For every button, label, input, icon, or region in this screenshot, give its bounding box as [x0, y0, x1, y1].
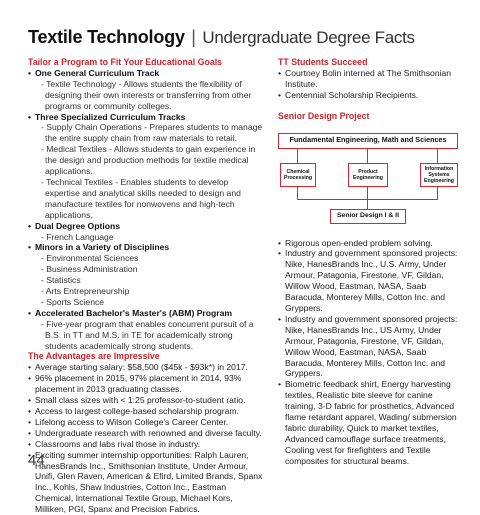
senior-item: • Biometric feedback shirt, Energy harvesting textiles, Realistic bite sleeve for canine training, 3-D fabric for prosthetics, Advanced flame retardant apparel, Wading/ submersion fabric durability, Quick to market textiles, Advanced camouflage surface treatments, Cooling vest for firefighters and Textile composites for structural beams. [278, 379, 460, 466]
minor-item: - Environmental Sciences [41, 253, 139, 264]
abm-heading: • Accelerated Bachelor's Master's (ABM) Program [28, 308, 264, 319]
minor-item: - Arts Entrepreneurship [41, 286, 130, 297]
dual-degree-heading: • Dual Degree Options [28, 221, 264, 232]
diagram-bottom-box: Senior Design I & II [330, 209, 406, 224]
connector-line [367, 187, 368, 199]
minor-item: - Business Administration [41, 264, 138, 275]
page-title [28, 27, 468, 51]
senior-item: • Industry and government sponsored projects: Nike, HanesBrands Inc., US Army, Under Armour, Patagonia, Firestone, VF, Gildan, Willow Wood, Eastman, NASA, Saab Baracuda, Monterey Mills, Cotton Inc. and Gryppers. [278, 314, 460, 379]
senior-design-heading: Senior Design Project [278, 110, 370, 121]
advantage-item: • Average starting salary: $58,500 ($45k - $93k*) in 2017. [28, 362, 264, 373]
title-separator: | [191, 27, 196, 47]
track-item: - Medical Textiles - Allows students to gain experience in the design and production methods for textile medical applications. [41, 144, 256, 177]
left-column [28, 57, 264, 515]
track-item: - Supply Chain Operations - Prepares students to manage the entire supply chain from raw materials to retail. [41, 122, 263, 144]
three-tracks-heading: • Three Specialized Curriculum Tracks [28, 112, 264, 123]
senior-design-diagram [278, 130, 458, 230]
connector-line [367, 149, 368, 163]
advantage-item: • Access to largest college-based scholarship program. [28, 406, 264, 417]
title-main: Textile Technology [28, 27, 185, 47]
diagram-box-chemical: Chemical Processing [280, 163, 316, 187]
one-curriculum-item: - Textile Technology - Allows students the flexibility of designing their own interests or transferring from other programs or community colleges. [41, 78, 252, 111]
connector-line [297, 187, 298, 199]
one-curriculum-heading: • One General Curriculum Track [28, 68, 264, 79]
advantage-item: • Exciting summer internship opportunities: Ralph Lauren, HanesBrands Inc., Smithsonian Institute, Under Armour, Unifi, Glen Raven, American & Efird, Limited Brands, Spanx Inc., Kohls, Shaw Industries, Cotton Inc., Eastman Chemical, International Textile Group, Michael Kors, Milliken, PGI, Spanx and Precision Fabrics. [28, 450, 264, 515]
right-column [278, 57, 460, 467]
connector-line [437, 149, 438, 163]
diagram-top-box: Fundamental Engineering, Math and Sciences [278, 133, 458, 149]
diagram-box-product: Product Engineering [348, 163, 388, 187]
diagram-box-information: Information Systems Engineering [420, 163, 458, 187]
advantage-item: • 96% placement in 2015, 97% placement in 2014, 93% placement in 2013 graduating classes. [28, 373, 264, 395]
advantage-item: • Undergraduate research with renowned and diverse faculty. [28, 428, 264, 439]
advantage-item: • Classrooms and labs rival those in industry. [28, 439, 264, 450]
track-item: - Technical Textiles - Enables students to develop expertise and analytical skills needed to design and manufacture textiles for nonwovens and high-tech applications. [41, 176, 241, 220]
tailor-heading: Tailor a Program to Fit Your Educational Goals [28, 57, 223, 67]
connector-line [297, 149, 298, 163]
succeed-heading: TT Students Succeed [278, 57, 368, 67]
minors-heading: • Minors in a Variety of Disciplines [28, 242, 264, 253]
connector-line [367, 199, 368, 209]
minor-item: - Sports Science [41, 296, 105, 307]
dual-degree-item: - French Language [41, 231, 114, 242]
page-number: 44 [28, 452, 45, 469]
succeed-item: • Centennial Scholarship Recipients. [278, 90, 460, 101]
advantage-item: • Small class sizes with < 1:25 professor-to-student ratio. [28, 395, 264, 406]
title-subtitle: Undergraduate Degree Facts [202, 28, 415, 47]
senior-item: • Industry and government sponsored projects: Nike, HanesBrands Inc., U.S. Army, Under Armour, Patagonia, Firestone, VF, Gildan, Willow Wood, Eastman, NASA, Saab Baracuda, Monterey Mills, Cotton Inc. and Gryppers. [278, 248, 460, 313]
advantage-item: • Lifelong access to Wilson College's Career Center. [28, 417, 264, 428]
abm-item: - Five-year program that enables concurrent pursuit of a B.S. in TT and M.S. in TE for academically strong students academically strong students. [41, 318, 254, 351]
succeed-item: • Courtney Bolin interned at The Smithsonian Institute. [278, 68, 460, 90]
minor-item: - Statistics [41, 275, 81, 286]
advantages-heading: The Advantages are Impressive [28, 351, 160, 362]
senior-item: • Rigorous open-ended problem solving. [278, 238, 460, 249]
connector-line [437, 187, 438, 199]
